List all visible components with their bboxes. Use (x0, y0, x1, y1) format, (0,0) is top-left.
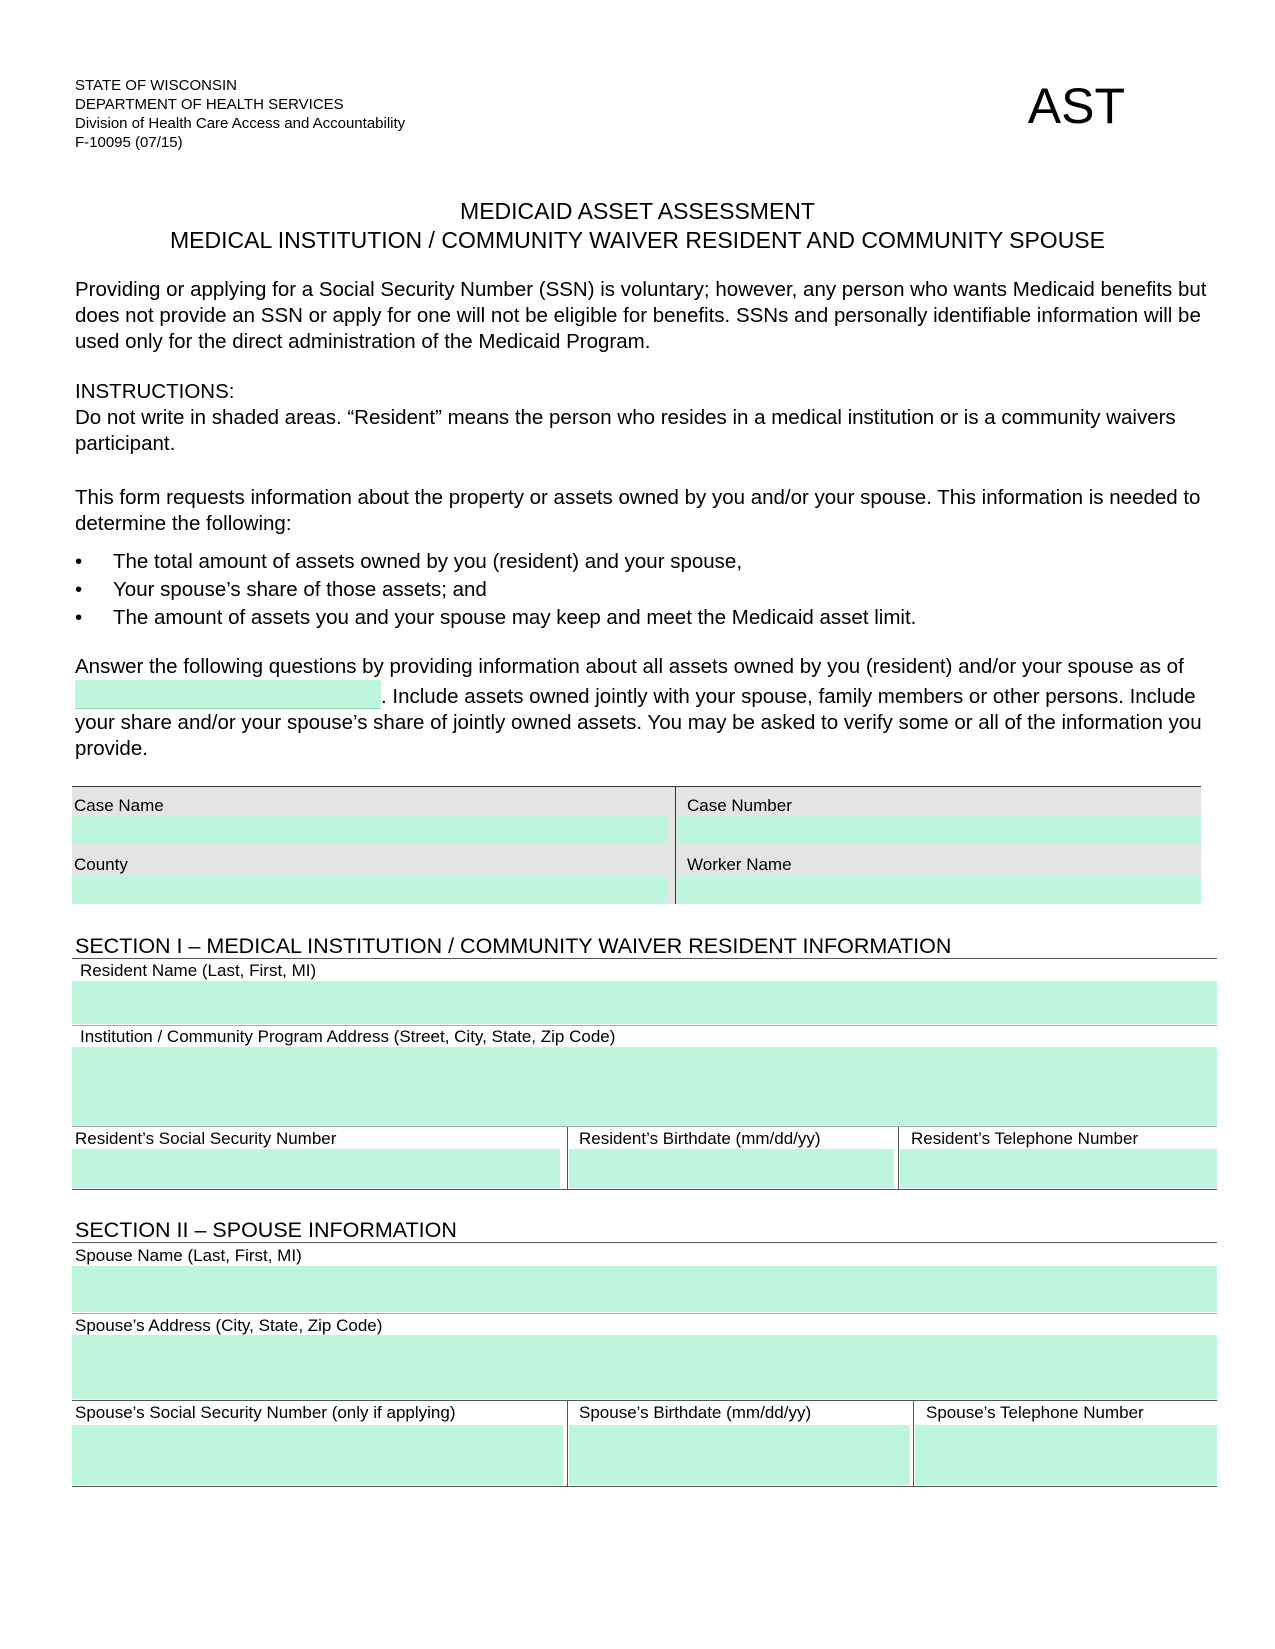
spouse-phone-field[interactable] (915, 1425, 1217, 1485)
resident-birthdate-field[interactable] (569, 1149, 894, 1188)
case-name-field[interactable] (72, 816, 668, 844)
section-2-bottom-rule (72, 1486, 1217, 1487)
as-of-date-field[interactable] (75, 680, 381, 709)
county-label: County (74, 855, 128, 874)
form-subtitle: MEDICAL INSTITUTION / COMMUNITY WAIVER RESIDENT AND COMMUNITY SPOUSE (170, 227, 1105, 253)
resident-name-field[interactable] (72, 981, 1217, 1024)
answer-text-before: Answer the following questions by providing information about all assets owned by you (resident) and/or your spouse as of (75, 655, 1184, 678)
instructions-text: Do not write in shaded areas. “Resident” means the person who resides in a medical institution or is a community waivers participant. (75, 406, 1176, 455)
section-2-rule (72, 1242, 1217, 1243)
resident-birthdate-label: Resident’s Birthdate (mm/dd/yy) (579, 1129, 821, 1148)
spouse-birthdate-field[interactable] (569, 1425, 910, 1485)
purpose-intro: This form requests information about the property or assets owned by you and/or your spouse. This information is needed to determine the following: (75, 486, 1201, 535)
form-number: F-10095 (07/15) (75, 134, 183, 151)
resident-phone-label: Resident’s Telephone Number (911, 1129, 1139, 1148)
spouse-address-label: Spouse’s Address (City, State, Zip Code) (75, 1316, 383, 1335)
section-2-title: SECTION II – SPOUSE INFORMATION (75, 1218, 457, 1242)
spouse-name-label: Spouse Name (Last, First, MI) (75, 1246, 302, 1265)
county-field[interactable] (72, 875, 668, 903)
agency-line-division: Division of Health Care Access and Accountability (75, 115, 406, 132)
resident-name-label: Resident Name (Last, First, MI) (80, 961, 317, 980)
spouse-address-field[interactable] (72, 1335, 1217, 1399)
purpose-item: • The amount of assets you and your spouse may keep and meet the Medicaid asset limit. (75, 604, 916, 632)
field-divider (72, 1313, 1217, 1314)
column-divider (913, 1401, 914, 1486)
spouse-birthdate-label: Spouse’s Birthdate (mm/dd/yy) (579, 1403, 812, 1422)
spouse-ssn-field[interactable] (72, 1425, 563, 1485)
case-block (72, 786, 1201, 904)
resident-ssn-label: Resident’s Social Security Number (75, 1129, 337, 1148)
institution-address-label: Institution / Community Program Address (Street, City, State, Zip Code) (80, 1027, 616, 1046)
purpose-list (75, 548, 916, 632)
answer-text-after: . Include assets owned jointly with your spouse, family members or other persons. Include your share and/or your spouse’s share of jointly owned assets. You may be asked to verify some or all of the information you provide. (75, 685, 1202, 760)
purpose-item: • Your spouse’s share of those assets; and (75, 576, 916, 604)
privacy-notice: Providing or applying for a Social Security Number (SSN) is voluntary; however, any person who wants Medicaid benefits but does not provide an SSN or apply for one will not be eligible for benefits. SSNs and personally identifiable information will be used only for the direct administration of the Medicaid Program. (75, 278, 1207, 353)
worker-name-field[interactable] (678, 875, 1201, 903)
agency-line-department: DEPARTMENT OF HEALTH SERVICES (75, 96, 344, 113)
case-number-field[interactable] (678, 816, 1201, 844)
section-1-title: SECTION I – MEDICAL INSTITUTION / COMMUNITY WAIVER RESIDENT INFORMATION (75, 934, 952, 958)
case-number-label: Case Number (687, 796, 792, 815)
form-code: AST (1027, 78, 1125, 134)
answer-instructions (75, 654, 1215, 762)
spouse-phone-label: Spouse’s Telephone Number (926, 1403, 1144, 1422)
institution-address-field[interactable] (72, 1047, 1217, 1126)
form-title: MEDICAID ASSET ASSESSMENT (460, 198, 815, 224)
field-divider (72, 1400, 1217, 1401)
instructions-heading: INSTRUCTIONS: (75, 380, 235, 403)
field-divider (72, 1126, 1217, 1127)
column-divider (898, 1127, 899, 1189)
spouse-name-field[interactable] (72, 1266, 1217, 1312)
purpose-item: • The total amount of assets owned by you (resident) and your spouse, (75, 548, 916, 576)
section-1-rule (72, 958, 1217, 959)
column-divider (567, 1127, 568, 1189)
agency-header (75, 76, 405, 152)
case-name-label: Case Name (74, 796, 164, 815)
field-divider (72, 1025, 1217, 1026)
agency-line-state: STATE OF WISCONSIN (75, 77, 237, 94)
section-1-bottom-rule (72, 1189, 1217, 1190)
spouse-ssn-label: Spouse’s Social Security Number (only if applying) (75, 1403, 456, 1422)
resident-ssn-field[interactable] (72, 1149, 560, 1188)
column-divider (567, 1401, 568, 1486)
resident-phone-field[interactable] (900, 1149, 1217, 1188)
worker-name-label: Worker Name (687, 855, 792, 874)
